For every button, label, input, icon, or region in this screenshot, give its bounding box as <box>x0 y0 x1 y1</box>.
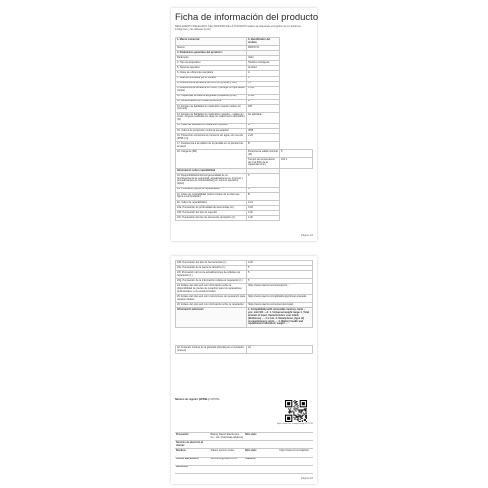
field-label: Sitio web: <box>244 449 279 457</box>
row-value: 5 <box>247 266 313 271</box>
field-label: Teléfono: <box>244 457 279 465</box>
row-link[interactable]: https://www.xiaomi.com/es/service/repair <box>247 303 313 308</box>
spacer <box>247 327 313 345</box>
table-row <box>176 346 313 354</box>
table-row <box>176 150 313 158</box>
document-page-1 <box>171 8 317 241</box>
row-value: A <box>247 71 280 76</box>
field-value <box>279 457 314 465</box>
row-value: B <box>247 192 280 200</box>
row-value: 2.20 <box>247 134 280 142</box>
row-key: Parámetro <box>176 56 247 61</box>
supplier-table <box>175 432 313 474</box>
row-value: Android <box>247 66 280 71</box>
table-row <box>176 174 313 188</box>
row-key: 22. Índice de reparabilidad <box>176 200 247 205</box>
qr-caption: https://eprel.ec.europa.eu/qr/1170711 <box>276 423 314 425</box>
row-key: 12. Empleo de fiabilidad sin caída libre cuando caídas sin (número) <box>176 104 247 112</box>
row-value: RMXX171 <box>247 46 280 51</box>
field-label: Sitio web: <box>244 433 279 441</box>
field-value: Xiaomi service center <box>210 449 245 457</box>
table-row <box>176 142 313 150</box>
field-label: Nombre: <box>175 449 210 457</box>
row-value: IP68 <box>247 128 280 133</box>
table-row <box>176 38 313 46</box>
page-number: Página 1/2 <box>301 234 313 237</box>
row-key: 20. Puntuación global de reparabilidad <box>176 187 247 192</box>
field-label: Proveedor: <box>175 433 210 441</box>
table-row <box>175 465 313 473</box>
row-value: B <box>247 123 280 128</box>
table-row <box>176 284 313 295</box>
row-value: 5 <box>247 271 313 279</box>
row-value: 5 <box>247 279 313 284</box>
table-row <box>176 192 313 200</box>
table-row <box>175 457 313 465</box>
row-value: B <box>247 142 280 150</box>
row-value: 1. Compatibility with removable memory cards – yes; mini SD. —2. 1. Universal weight range 1. Total amount of input characteristics over which (thickness) – ~7.1 mm. 3. Smartphone, (type of) storage/memory units; ... 4. Battery health and replacement indication; weight ... <box>247 308 313 328</box>
row-link[interactable]: https://www.xiaomi.com/es/support/... <box>247 284 313 295</box>
table-row <box>176 112 313 123</box>
field-label: Servicio de atención al cliente: <box>175 441 210 449</box>
row-value: Valor <box>247 56 280 61</box>
row-key: 16. Protección estructural el momento sin agua: sin una ola (IP68 (m)) <box>176 134 247 142</box>
row-key: 18. Carga de (Bd) <box>176 150 247 169</box>
row-value: 4.00 <box>247 216 280 221</box>
row-key: 23g. Puntuación de la información relativa al reparación (r.) <box>176 279 247 284</box>
table-row <box>176 216 313 221</box>
field-value <box>279 433 314 441</box>
row-key: 7. Batería controlada por el usuario <box>176 76 247 81</box>
registration-value: 1170711 <box>210 398 220 401</box>
row-key: 6. Clase de eficiencia energética <box>176 71 247 76</box>
row-key: 1. Marca comercial <box>176 38 247 46</box>
row-value: Teléfono inteligente <box>247 61 280 66</box>
row-key: 26. Enlace del sitio web con información sobre la reparación <box>176 303 247 308</box>
row-key: 15. Índices de protección contra la penetración <box>176 128 247 133</box>
table-row <box>176 104 313 112</box>
field-link[interactable]: https://www.mi.com/global <box>279 449 314 457</box>
field-label: Correo electrónico: <box>175 457 210 465</box>
row-key: 9. Autonomía de la batería en ciclos – perdiga: sin que deben (ciclos) <box>177 86 245 93</box>
row-key: 5. Sistema operativo <box>176 66 247 71</box>
field-value: Beijing Xiaomi Electronics Co., Ltd. (Corporate address) <box>210 433 245 441</box>
row-value: 5 <box>280 150 313 158</box>
row-key: 23a. Puntuación de profundidad de desmontaje (ic) <box>176 206 247 211</box>
row-key: 13. Empleo de fiabilidad sin caída libre repetida – caídas sin ciclos: ninguna realizada sin dejar sin (calorímetro admisible) (%) <box>177 112 245 122</box>
row-value: 0 <box>247 76 280 81</box>
registration-label: Número de registro (EPREL): <box>175 398 210 401</box>
row-key: Xiaomi <box>176 46 247 51</box>
row-key: 14. Clase de fiabilidad sin caída libre repetida <box>176 123 247 128</box>
row-value: 3.21 <box>247 200 280 205</box>
registration-number <box>175 398 220 401</box>
row-value: C <box>247 187 280 192</box>
row-value: 72 <box>247 81 280 86</box>
table-row <box>176 308 313 328</box>
table-row <box>175 433 313 441</box>
document-page-2 <box>171 256 317 484</box>
row-key: 24. Enlace del sitio web con información sobre la disponibilidad de piezas de recambio para los reparadores profesionales y los usuarios finales <box>176 284 247 295</box>
row-value: 3.00 <box>247 206 280 211</box>
row-key: 4. Parámetros generales del producto: <box>176 51 247 56</box>
row-key: 10. Capacidad de batería asignada (Dcapacita) [mAh] <box>176 94 247 99</box>
field-value <box>210 465 245 473</box>
field-link[interactable]: service.eu@xiaomi.com <box>210 457 245 465</box>
row-key: 25. Enlace del sitio web con instrucciones de reparación para usuarios finales <box>177 294 245 301</box>
row-value: 4.00 <box>247 211 280 216</box>
row-key: 23c. Puntuación del tipo de elementos de fijación (f.) <box>176 216 247 221</box>
row-key: 23b. Puntuación del tipo de sujeción <box>176 211 247 216</box>
field-value <box>210 441 245 449</box>
table-row <box>176 271 313 279</box>
table-row <box>175 449 313 457</box>
row-key: Información sobre reparabilidad <box>176 168 247 173</box>
row-key: 19. Disponibilidad Entrimex/generalidad de su funcionamiento de seguridad, actualizaciones en (número y procedimientos de funcionalidad) por número operativo (años) <box>176 174 247 188</box>
row-value: 100.1 <box>280 158 313 169</box>
spacer <box>176 327 247 345</box>
field-label <box>244 465 279 473</box>
row-key: 21. Clase de reparabilidad (sobre la base de su lista que figura a continuación) <box>176 192 247 200</box>
product-info-table <box>175 37 313 221</box>
table-row <box>175 441 313 449</box>
row-value: No aplicable <box>247 112 280 123</box>
row-key: 23e. Puntuación de la pieza de tamaños (t.) <box>176 266 247 271</box>
row-value: 4.320 <box>247 94 280 99</box>
repairability-table <box>175 260 313 354</box>
row-key: 8. Autonomía de la batería por ciclo (F/h)(horas y min) <box>176 81 247 86</box>
row-key: 23d. Puntuación del tipo de herramientas (t.) <box>176 261 247 266</box>
row-value: 5 <box>247 174 280 188</box>
row-key: 23f. Puntuación de los de actualizaciones de software de reparación (t.) <box>176 271 247 279</box>
page-number: Página 2/2 <box>301 477 313 480</box>
field-value <box>279 441 314 449</box>
row-value: 4.20 <box>247 261 313 266</box>
field-label <box>244 441 279 449</box>
field-label: Dirección: <box>175 465 210 473</box>
row-key: 32. Duración mínima de la garantía ofrecida por el vendedor (meses) <box>176 346 247 354</box>
row-key: 11. Durantmados con Ciudad protectora <box>176 99 247 104</box>
row-value: 24 <box>247 346 313 354</box>
row-link[interactable]: https://www.xiaomi.com/global/support/user-manuals <box>247 295 313 303</box>
row-value: 180 <box>247 104 280 112</box>
row-key: Información adicional: <box>176 308 247 328</box>
row-value: D <box>247 99 280 104</box>
row-key: 4. Tipo de dispositivo <box>176 61 247 66</box>
table-row <box>176 295 313 303</box>
table-row <box>176 86 313 94</box>
row-value: 3. Identificador del modelo <box>247 38 280 46</box>
document-subtitle: REGLAMENTO DELEGADO (UE) 2023/1669 DE LA COMISIÓN relativo al etiquetado energético de los teléfonos inteligentes y las tabletas (texto) <box>175 25 301 31</box>
row-subkey: Potencia de salida nominal (W) <box>248 149 278 156</box>
row-value: 1.000 <box>247 86 280 94</box>
row-key: 17. Resistencia a la rapidez de la pantalla en su plenitud de la pared <box>176 142 247 150</box>
field-value <box>279 465 314 473</box>
row-subkey: Tiempo de recuperación del 0 al 80% de la capacidad (min) <box>247 158 280 169</box>
table-row <box>176 134 313 142</box>
spacer-row <box>176 327 313 345</box>
qr-code-icon[interactable] <box>285 400 307 422</box>
document-title: Ficha de información del producto <box>175 12 319 23</box>
